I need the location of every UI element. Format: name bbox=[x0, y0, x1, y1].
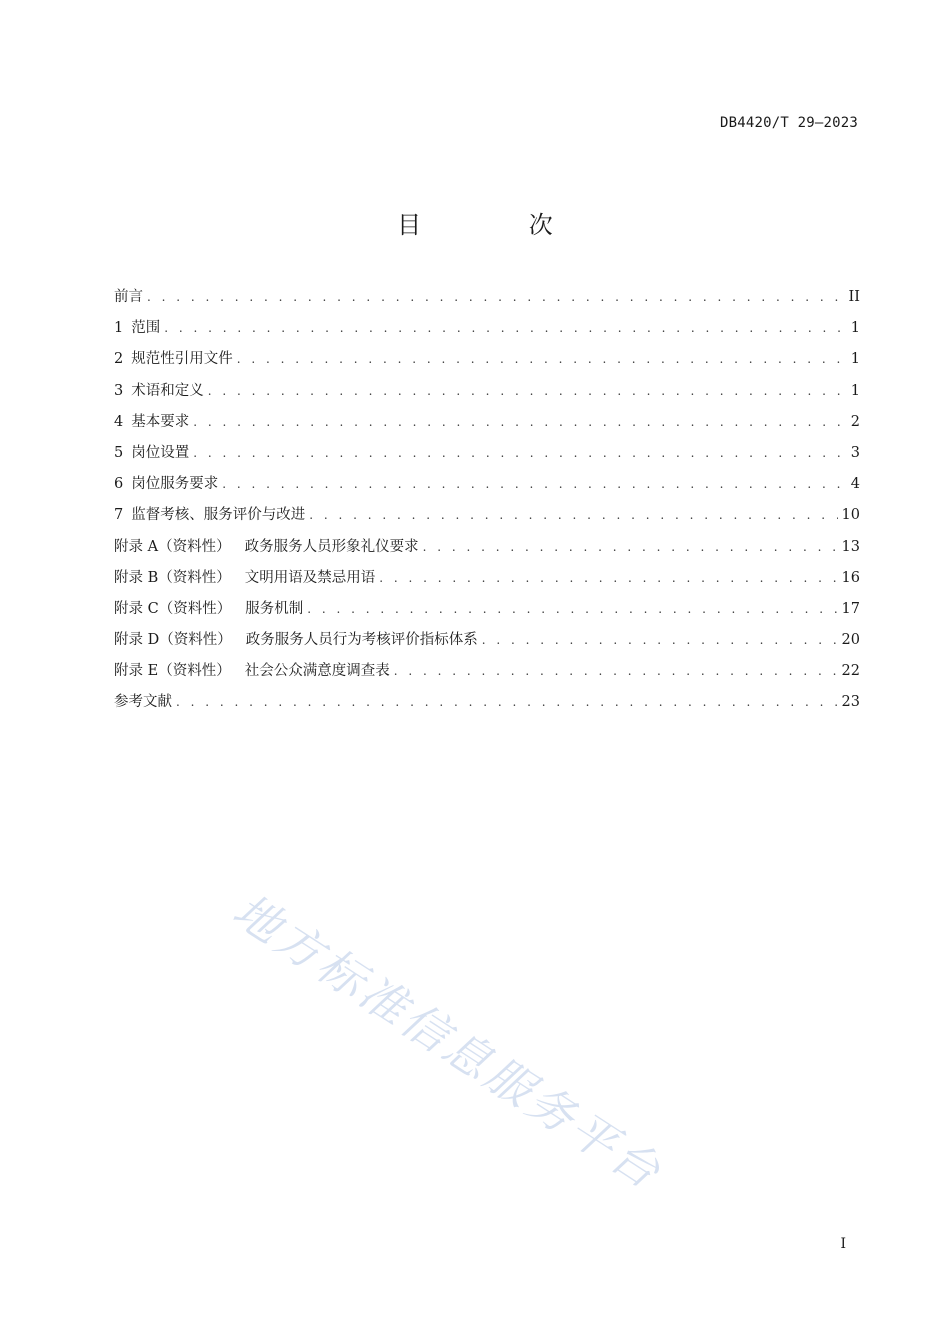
toc-entry-label bbox=[114, 473, 218, 495]
toc-entry-number: 7 bbox=[114, 507, 124, 524]
page-number: I bbox=[840, 1236, 846, 1252]
toc-entry[interactable] bbox=[114, 317, 860, 348]
toc-entry-page: 1 bbox=[850, 320, 860, 337]
toc-leader-dots bbox=[208, 380, 844, 402]
toc-entry-label bbox=[114, 567, 375, 589]
toc-leader-dots bbox=[423, 536, 838, 558]
toc-entry[interactable] bbox=[114, 473, 860, 504]
table-of-contents bbox=[114, 286, 860, 723]
toc-title: 目 次 bbox=[397, 211, 603, 239]
toc-entry-page: 17 bbox=[841, 600, 860, 617]
toc-entry-title: 岗位设置 bbox=[131, 444, 190, 461]
toc-entry-subtitle: 政务服务人员形象礼仪要求 bbox=[244, 538, 419, 555]
toc-entry-label bbox=[114, 536, 419, 558]
toc-entry[interactable] bbox=[114, 348, 860, 379]
toc-entry-label bbox=[114, 411, 189, 433]
toc-entry-label bbox=[114, 598, 303, 620]
watermark: 地方标准信息服务平台 bbox=[223, 882, 673, 1201]
toc-entry[interactable] bbox=[114, 536, 860, 567]
toc-leader-dots bbox=[176, 691, 838, 713]
toc-leader-dots bbox=[237, 348, 844, 370]
toc-entry-page: 20 bbox=[841, 632, 860, 649]
toc-entry-title: 范围 bbox=[131, 320, 161, 337]
toc-entry-title: 附录 D（资料性） bbox=[114, 632, 232, 649]
toc-entry-number: 1 bbox=[114, 320, 124, 337]
toc-entry-page: 23 bbox=[841, 694, 860, 711]
toc-leader-dots bbox=[482, 629, 838, 651]
toc-entry[interactable] bbox=[114, 411, 860, 442]
toc-entry[interactable] bbox=[114, 598, 860, 629]
toc-leader-dots bbox=[222, 473, 844, 495]
toc-entry-title: 前言 bbox=[114, 289, 143, 305]
toc-entry[interactable] bbox=[114, 567, 860, 598]
toc-entry-label bbox=[114, 348, 233, 370]
toc-entry-page: 1 bbox=[850, 351, 860, 368]
toc-entry[interactable] bbox=[114, 660, 860, 691]
toc-leader-dots bbox=[307, 598, 837, 620]
toc-entry[interactable] bbox=[114, 286, 860, 317]
toc-entry-subtitle: 服务机制 bbox=[245, 600, 304, 617]
toc-entry-title: 附录 B（资料性） bbox=[114, 569, 231, 586]
toc-leader-dots bbox=[193, 411, 844, 433]
toc-entry-title: 附录 C（资料性） bbox=[114, 600, 232, 617]
toc-entry-title: 岗位服务要求 bbox=[131, 476, 219, 493]
toc-leader-dots bbox=[309, 504, 837, 526]
toc-entry-title: 附录 E（资料性） bbox=[114, 663, 231, 680]
toc-entry-page: 4 bbox=[850, 476, 860, 493]
toc-entry-number: 4 bbox=[114, 413, 124, 430]
toc-entry-title: 附录 A（资料性） bbox=[114, 538, 231, 555]
toc-leader-dots bbox=[379, 567, 837, 589]
toc-entry-title: 规范性引用文件 bbox=[131, 351, 233, 368]
toc-entry-subtitle: 政务服务人员行为考核评价指标体系 bbox=[245, 632, 478, 649]
toc-entry-label bbox=[114, 660, 390, 682]
toc-leader-dots bbox=[147, 286, 844, 308]
toc-entry[interactable] bbox=[114, 442, 860, 473]
toc-entry[interactable] bbox=[114, 629, 860, 660]
toc-entry-title: 参考文献 bbox=[114, 694, 172, 711]
toc-entry-number: 2 bbox=[114, 351, 124, 368]
toc-entry-page: 10 bbox=[841, 507, 860, 524]
toc-entry[interactable] bbox=[114, 691, 860, 722]
toc-entry-number: 5 bbox=[114, 444, 124, 461]
toc-entry-page: 3 bbox=[850, 444, 860, 461]
toc-entry-number: 3 bbox=[114, 382, 124, 399]
toc-entry-page: 16 bbox=[841, 569, 860, 586]
toc-entry-label bbox=[114, 380, 204, 402]
toc-leader-dots bbox=[193, 442, 844, 464]
toc-entry-label bbox=[114, 442, 189, 464]
toc-entry-number: 6 bbox=[114, 476, 124, 493]
toc-entry-label bbox=[114, 317, 160, 339]
document-code: DB4420/T 29—2023 bbox=[719, 115, 858, 131]
toc-entry-subtitle: 社会公众满意度调查表 bbox=[244, 663, 390, 680]
toc-entry-title: 基本要求 bbox=[131, 413, 190, 430]
toc-entry-page: 13 bbox=[841, 538, 860, 555]
toc-entry-subtitle: 文明用语及禁忌用语 bbox=[244, 569, 376, 586]
toc-entry-label bbox=[114, 629, 478, 651]
toc-entry-page: 1 bbox=[850, 382, 860, 399]
toc-entry-label bbox=[114, 504, 305, 526]
toc-entry-page: 2 bbox=[850, 413, 860, 430]
toc-entry[interactable] bbox=[114, 504, 860, 535]
toc-entry-label bbox=[114, 691, 172, 713]
toc-entry-title: 术语和定义 bbox=[131, 382, 204, 399]
toc-entry[interactable] bbox=[114, 380, 860, 411]
toc-leader-dots bbox=[164, 317, 844, 339]
toc-entry-page: II bbox=[848, 289, 860, 305]
toc-entry-page: 22 bbox=[841, 663, 860, 680]
toc-leader-dots bbox=[394, 660, 838, 682]
toc-entry-label bbox=[114, 286, 143, 308]
toc-entry-title: 监督考核、服务评价与改进 bbox=[131, 507, 306, 524]
